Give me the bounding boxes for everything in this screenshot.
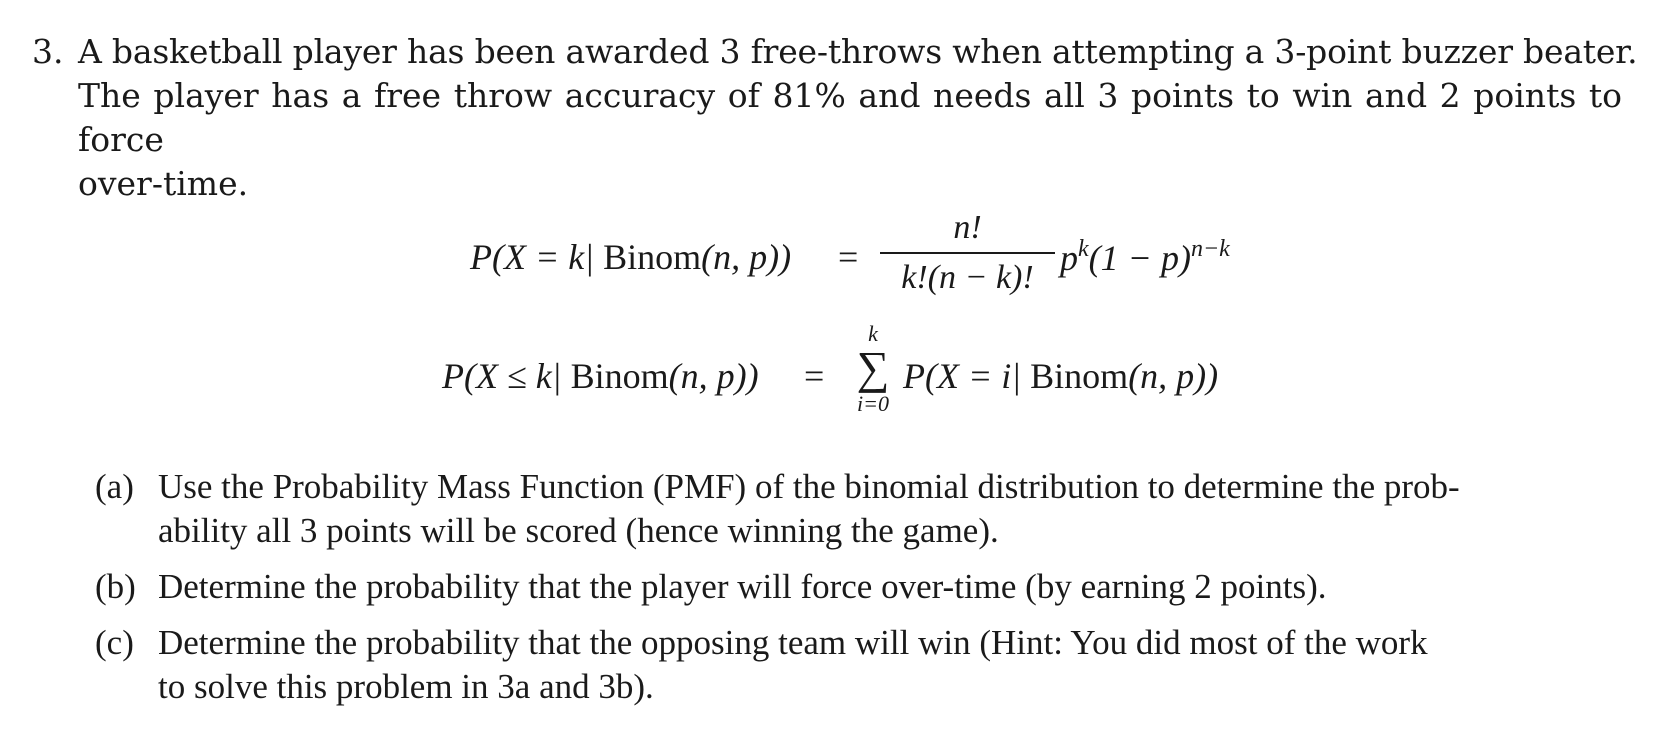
sum-lower-limit: i=0 [857,391,889,416]
pmf-binom: Binom [603,237,702,277]
summation [848,322,898,418]
pmf-fraction [880,208,1055,298]
pmf-rhs [1060,236,1230,279]
pmf-equals: = [838,237,859,277]
cdf-lhs-args: (n, p)) [668,356,759,396]
cdf-lhs-open: P(X ≤ k| [442,356,571,396]
cdf-rhs [903,355,1218,397]
cdf-rhs-open: P(X = i| [903,356,1031,396]
part-line: to solve this problem in 3a and 3b). [158,667,654,706]
cdf-rhs-args: (n, p)) [1128,356,1219,396]
problem-statement [32,30,1638,206]
part-label: (b) [95,567,136,606]
cdf-lhs [442,355,759,397]
part-a [95,465,1625,553]
problem-line-3: over-time. [78,164,249,203]
pmf-lhs [470,236,791,278]
cdf-binom: Binom [570,356,669,396]
sum-symbol: ∑ [856,342,890,393]
part-label: (a) [95,467,134,506]
part-line: Use the Probability Mass Function (PMF) of the binomial distribution to determine the prob- [158,467,1460,506]
pmf-q-exponent: n−k [1190,236,1230,262]
fraction-bar [880,252,1055,254]
problem-line-1: A basketball player has been awarded 3 free-throws when attempting a 3-point buzzer beater. [78,32,1638,71]
sub-questions [95,465,1625,721]
part-label: (c) [95,623,134,662]
pmf-lhs-args: (n, p)) [701,237,792,277]
part-line: Determine the probability that the opposing team will win (Hint: You did most of the work [158,623,1428,662]
pmf-lhs-open: P(X = k| [470,237,604,277]
cdf-equals: = [804,356,825,396]
problem-text [78,30,1638,206]
cdf-rhs-binom: Binom [1030,356,1129,396]
part-line: Determine the probability that the player will force over-time (by earning 2 points). [158,567,1327,606]
pmf-p: p [1060,238,1078,278]
sum-upper-limit: k [868,321,878,346]
pmf-denominator: k!(n − k)! [901,259,1034,296]
part-c [95,621,1625,709]
part-b [95,565,1625,609]
part-line: ability all 3 points will be scored (hence winning the game). [158,511,999,550]
problem-number: 3. [32,32,64,71]
pmf-numerator: n! [953,209,982,246]
pmf-p-exponent: k [1078,236,1089,262]
problem-line-2: The player has a free throw accuracy of 81% and needs all 3 points to win and 2 points to force [78,76,1622,159]
pmf-q: (1 − p) [1088,238,1191,278]
